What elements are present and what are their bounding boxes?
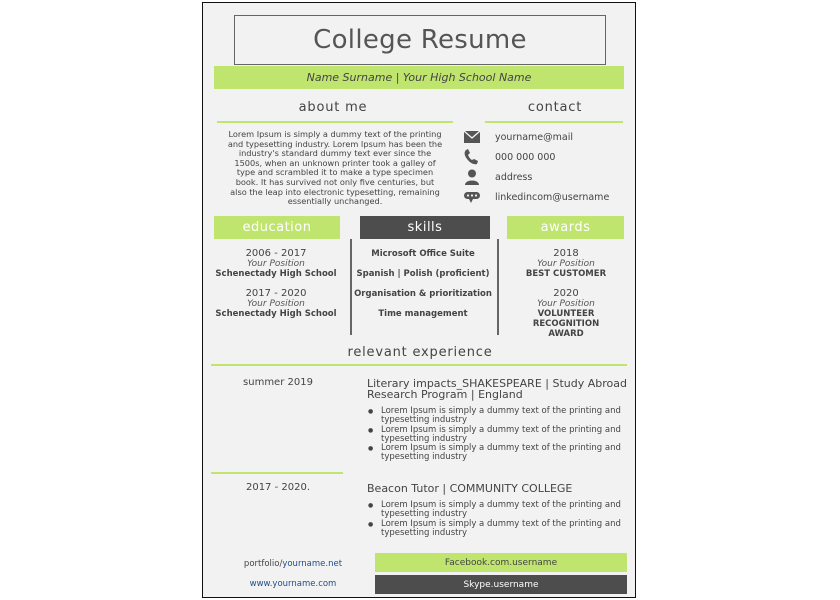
- experience-date: 2017 - 2020.: [245, 482, 311, 493]
- contact-heading: contact: [527, 100, 583, 115]
- resume-page: [202, 2, 636, 598]
- experience-title: Beacon Tutor | COMMUNITY COLLEGE: [367, 482, 573, 495]
- phone-icon: [463, 149, 481, 165]
- skill-item: Spanish | Polish (proficient): [356, 269, 490, 279]
- award-title: BEST CUSTOMER: [525, 269, 607, 279]
- about-rule: [217, 121, 453, 123]
- award-title: VOLUNTEER RECOGNITION AWARD: [532, 309, 600, 339]
- mail-icon: [463, 129, 481, 145]
- contact-linkedin: [463, 189, 628, 205]
- education-entry: [211, 288, 341, 319]
- linkedin-icon: [463, 189, 481, 205]
- contact-phone-text: 000 000 000: [495, 151, 556, 163]
- contact-email-text: yourname@mail: [495, 131, 573, 143]
- facebook-bar: Facebook.com.username: [375, 553, 627, 572]
- education-school: Schenectady High School: [215, 309, 337, 319]
- contact-phone: [463, 149, 628, 165]
- education-school: Schenectady High School: [215, 269, 337, 279]
- experience-divider: [211, 472, 343, 474]
- award-entry: [505, 288, 627, 339]
- awards-tab: awards: [507, 216, 624, 239]
- experience-date: summer 2019: [243, 377, 313, 388]
- portfolio-link[interactable]: yourname.net: [282, 559, 343, 569]
- experience-heading: relevant experience: [347, 345, 493, 360]
- experience-bullet: ● Lorem Ipsum is simply a dummy text of the printing and typesetting industry: [381, 444, 643, 463]
- person-icon: [463, 169, 481, 185]
- skill-item: Time management: [378, 309, 468, 319]
- about-heading: about me: [298, 100, 368, 115]
- experience-bullet: ● Lorem Ipsum is simply a dummy text of the printing and typesetting industry: [381, 501, 643, 520]
- experience-bullet: ● Lorem Ipsum is simply a dummy text of the printing and typesetting industry: [381, 520, 643, 539]
- contact-linkedin-text: linkedincom@username: [495, 191, 610, 203]
- contact-rule: [485, 121, 623, 123]
- experience-bullets: [367, 501, 643, 538]
- experience-bullet: ● Lorem Ipsum is simply a dummy text of the printing and typesetting industry: [381, 426, 643, 445]
- award-entry: [505, 248, 627, 279]
- experience-title: Literary impacts_SHAKESPEARE | Study Abroad Research Program | England: [367, 377, 627, 401]
- column-divider-right: [497, 239, 499, 335]
- experience-bullet: ● Lorem Ipsum is simply a dummy text of the printing and typesetting industry: [381, 407, 643, 426]
- education-position: Your Position: [247, 259, 305, 269]
- experience-bullets: [367, 407, 643, 463]
- contact-address-text: address: [495, 171, 533, 183]
- education-entry: [211, 248, 341, 279]
- contact-address: [463, 169, 628, 185]
- name-banner: Name Surname | Your High School Name: [214, 66, 624, 89]
- education-years: 2017 - 2020: [245, 288, 307, 299]
- portfolio-prefix: portfolio/: [243, 559, 283, 569]
- experience-rule: [211, 364, 627, 366]
- title-box: [234, 15, 606, 65]
- skills-tab: skills: [360, 216, 490, 239]
- column-divider-left: [350, 239, 352, 335]
- education-tab: education: [214, 216, 340, 239]
- website-link[interactable]: www.yourname.com: [249, 579, 337, 589]
- award-position: Your Position: [537, 259, 595, 269]
- portfolio-line: [223, 559, 363, 569]
- skill-item: Organisation & prioritization: [354, 289, 492, 299]
- education-years: 2006 - 2017: [245, 248, 307, 259]
- contact-email: [463, 129, 628, 145]
- education-position: Your Position: [247, 299, 305, 309]
- about-text: Lorem Ipsum is simply a dummy text of the printing and typesetting industry. Lorem Ipsum has been the industry's standard dummy text ever since the 1500s, when an unknown printer took a galley of type and scrambled it to make a type specimen book. It has survived not only five centuries, but also the leap into electronic typesetting, remaining essentially unchanged.: [227, 129, 443, 207]
- resume-title: College Resume: [313, 25, 527, 55]
- award-position: Your Position: [537, 299, 595, 309]
- award-year: 2020: [553, 288, 579, 299]
- award-year: 2018: [553, 248, 579, 259]
- skill-item: Microsoft Office Suite: [371, 249, 475, 259]
- skype-bar: Skype.username: [375, 575, 627, 594]
